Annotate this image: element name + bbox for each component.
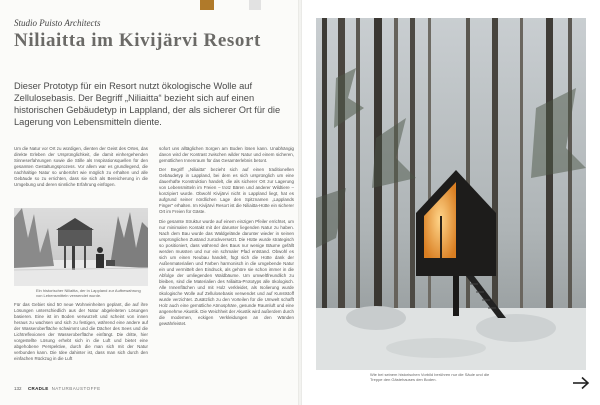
body-paragraph: Für das Gebiet sind 50 neue Wohneinheiten geplant, die auf ihre Lösungen unterschiedlich aus der Natur abgeleiteten Lösungen basieren. Eine ist im Boden verwurzelt und scheint von innen heraus zu wachsen und sich zu festigen, während eine andere auf der Wasseroberfläche schwimmt und die Dächer des Sees und die Lichtreflexionen der Wasseroberfläche einfängt. Die dritte, hier vorgestellte Lösung erhebt sich in die Luft und bietet eine abgehobene Perspektive, durch die man sich mit der Natur verbunden kann. Die Idee dahinter ist, dass man sich durch den einfachen Rückzug in die Luft bbox=[14, 302, 148, 362]
body-column-1-top bbox=[14, 146, 148, 206]
historic-photo-caption: Ein historischer Niliaitta, der in Lappland zur Aufbewahrung von Lebensmitteln verwendet wurde. bbox=[36, 288, 141, 299]
page-tab-marker bbox=[249, 0, 261, 10]
body-paragraph: Der Begriff „Niliaitta“ bezieht sich auf einen traditionellen Gebäudetyp in Lappland, bei dem es sich ursprünglich um eine dauerhafte Konstruktion handelt, die als sicherer Ort zur Lagerung von Lebensmitteln im Freien – trotz Bären und anderer Wildtiere – konzipiert wurde. Obwohl Kivijärvi nicht in Lappland liegt, hat es aufgrund seiner nördlichen Lage den Spitznamen „Lapplands Finger“ erhalten. Im Kivijärvi Resort ist die Niliaitta-Hütte ein sicherer Ort im Freien für Gäste. bbox=[159, 167, 294, 215]
body-paragraph: Um die Natur vor Ort zu würdigen, dienten der Geist des Ortes, das direkte Erleben der Ursprünglichkeit, die damit einhergehenden Sinneserfahrungen sowie die Stille als Inspirationsquellen für den gesamten Gestaltungsprozess. Vor allem war es grundlegend, die nachhaltige Natur so unberührt wie möglich zu erhalten und alle Gebäude so zu errichten, dass sie sich als Bereicherung in die Umgebung und deren sinnliche Erfahrung einfügen. bbox=[14, 146, 148, 188]
section-name: NATURBAUSTOFFE bbox=[51, 386, 101, 391]
brand-name: CRADLE bbox=[28, 386, 49, 391]
magazine-brand bbox=[28, 386, 101, 391]
body-column-2 bbox=[159, 146, 294, 376]
niliaitta-cabin-photo bbox=[316, 18, 586, 370]
body-paragraph: Die gesamte Struktur wurde auf einem einzigen Pfeiler errichtet, um nur minimalen Kontakt mit der darunter liegenden Natur zu haben. Nach dem Bau wurde das Waldgelände darunter wieder in seinen ursprünglichen Zustand zurückversetzt. Die Hütte wurde strategisch so positioniert, dass während des Baus nur wenige Bäume gefällt werden mussten und nur ein schmaler Pfad entstand. Obwohl es sich um einen Neubau handelt, fügt sich die Hütte dank der Außenmaterialien und Farben harmonisch in die umgebende Natur ein und vermittelt den Eindruck, als gehöre sie schon immer in die Abfolge der umliegenden Waldbäume. Um umweltfreundlich zu bleiben, sind die Materialien des Niliaitta-Prototyps alle ökologisch. Alle Innenflächen und mit Holz verkleidet, als Isolierung wurde ökologische Wolle auf Zellulosebasis verwendet und auf Kunststoff wurde verzichtet. Zusätzlich zu den Vorteilen für die Umwelt schafft Holz auch eine gemütliche Atmosphäre, gesunde Raumluft und eine angenehme Akustik. Die Weichheit der Akustik wird außerdem durch die modernen, eckigen Verkleidungen an den Wänden gewährleistet. bbox=[159, 218, 294, 327]
body-column-1-bottom bbox=[14, 302, 148, 380]
body-paragraph: sofort uns alltäglichen Sorgen am Boden lösen kann. Unabhängig davon wird der Kontrast zwischen wilder Natur und einem sicheren, gemütlichen Innenraum für das Gesamterlebnis betont. bbox=[159, 146, 294, 164]
arrow-right-icon[interactable] bbox=[572, 376, 590, 390]
cabin-photo-caption: Wie bei seinem historischen Vorbild berühren nur die Säule und die Treppe den Gästehauses den Boden. bbox=[370, 372, 490, 383]
section-tab-marker bbox=[200, 0, 214, 10]
page-number: 132 bbox=[14, 386, 22, 391]
architect-kicker: Studio Puisto Architects bbox=[14, 18, 101, 28]
article-title: Niliaitta im Kivijärvi Resort bbox=[14, 30, 261, 51]
article-lead: Dieser Prototyp für ein Resort nutzt ökologische Wolle auf Zellulosebasis. Der Begriff „Niliaitta“ bezieht sich auf einen historischen Gebäudetyp in Lappland, der als sicherer Ort für die Lagerung von Lebensmitteln diente. bbox=[14, 81, 281, 127]
historic-niliaitta-photo bbox=[14, 208, 148, 286]
